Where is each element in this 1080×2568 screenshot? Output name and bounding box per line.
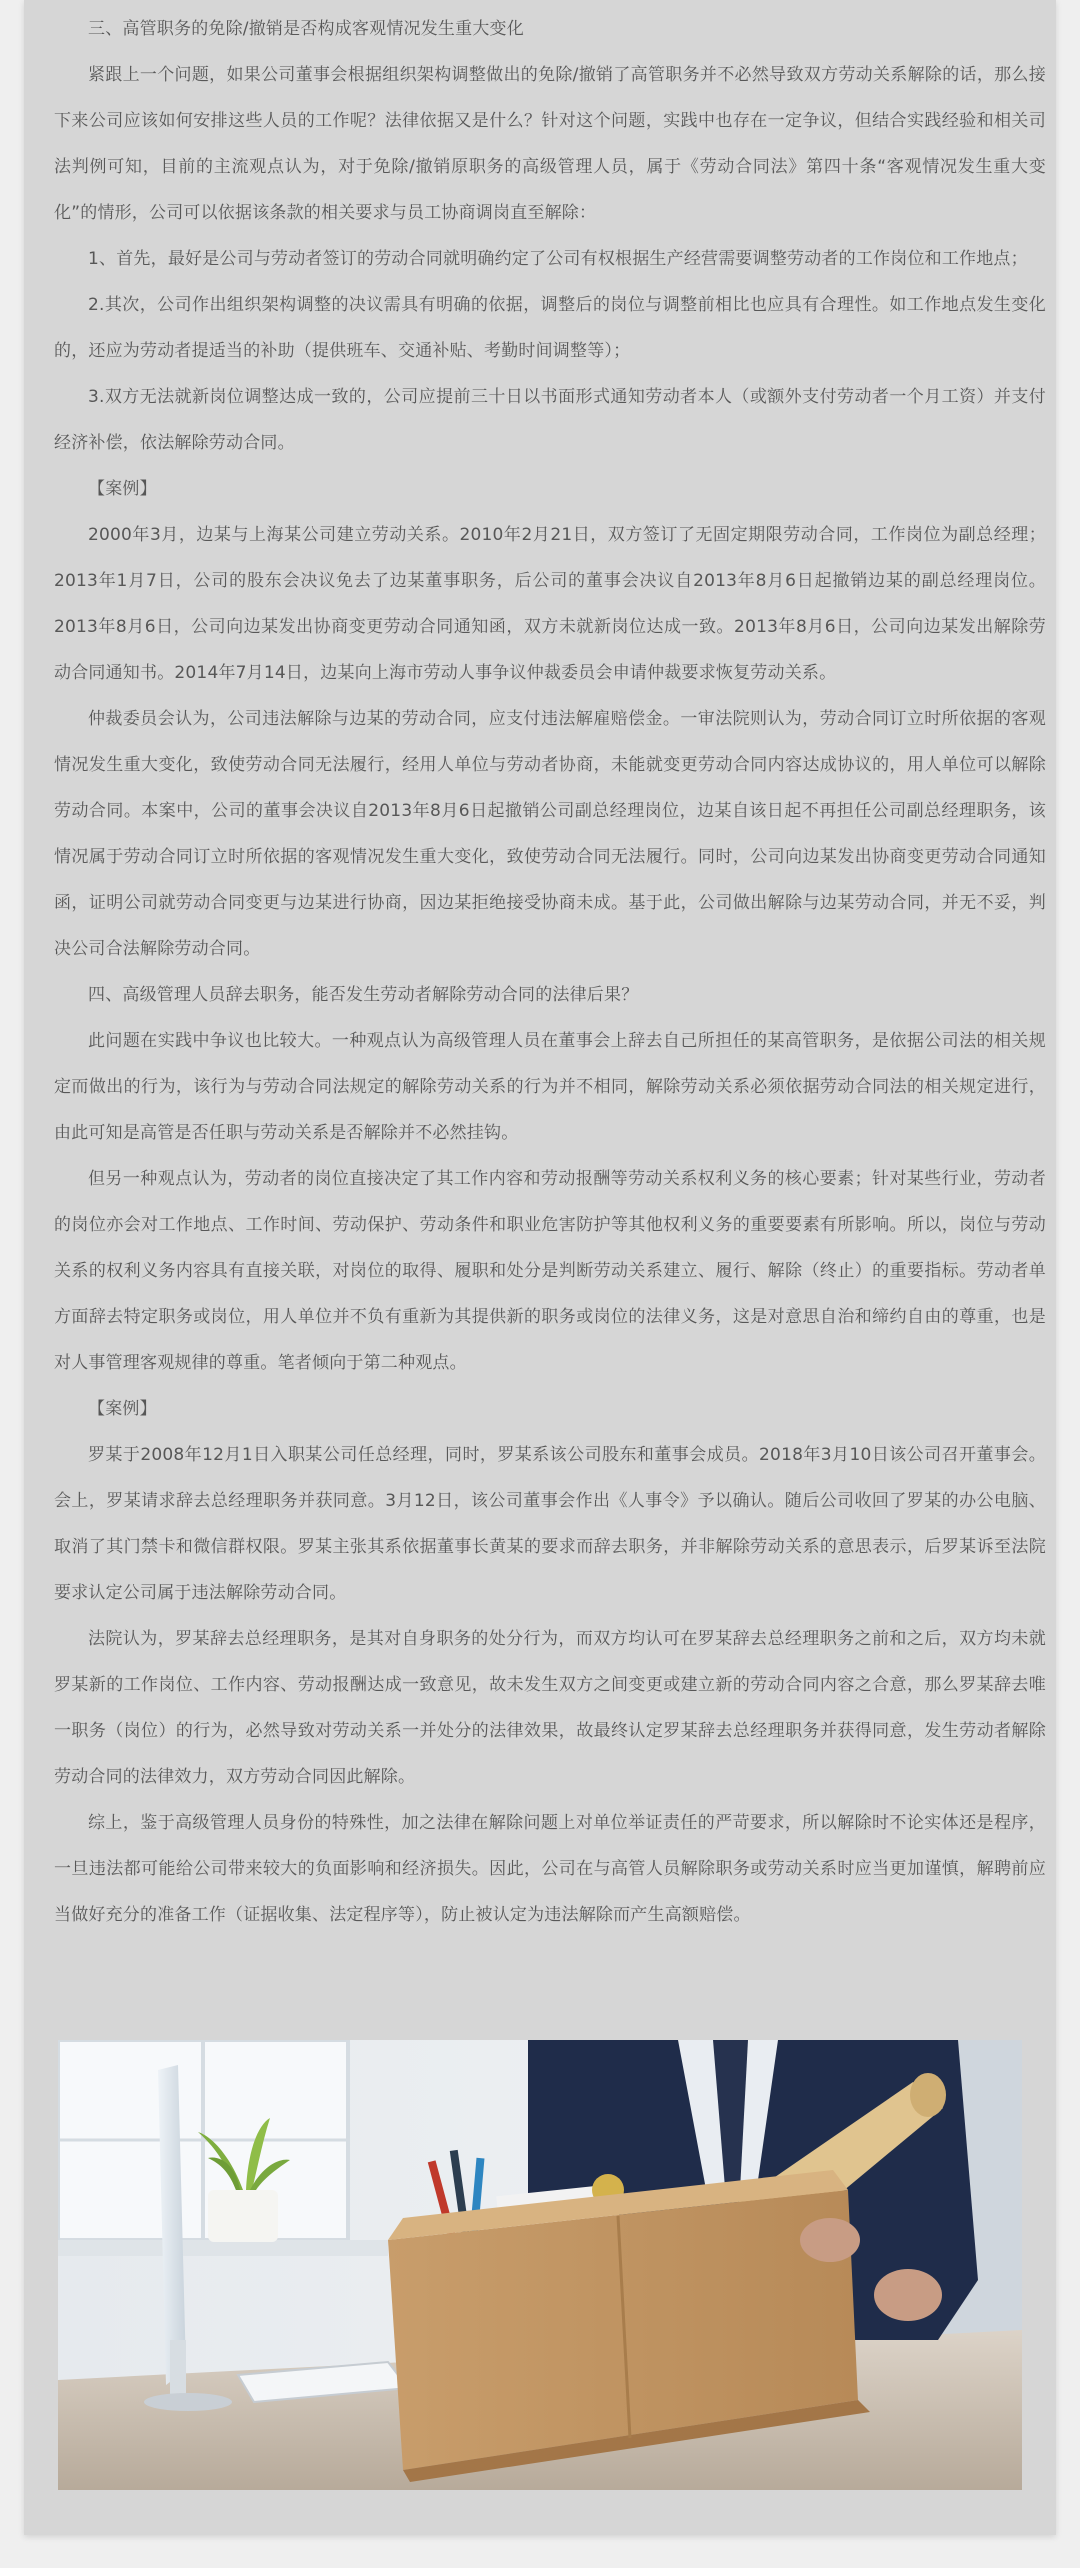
case-label: 【案例】 <box>88 479 157 499</box>
list-item: 2.其次，公司作出组织架构调整的决议需具有明确的依据，调整后的岗位与调整前相比也应具有合理性。如工作地点发生变化的，还应为劳动者提适当的补助（提供班车、交通补贴、考勤时间调整等）； <box>54 295 1046 361</box>
paragraph: 罗某于2008年12月1日入职某公司任总经理，同时，罗某系该公司股东和董事会成员。2018年3月10日该公司召开董事会。会上，罗某请求辞去总经理职务并获同意。3月12日，该公司董事会作出《人事令》予以确认。随后公司收回了罗某的办公电脑、取消了其门禁卡和微信群权限。罗某主张其系依据董事长黄某的要求而辞去职务，并非解除劳动关系的意思表示，后罗某诉至法院要求认定公司属于违法解除劳动合同。 <box>54 1445 1046 1603</box>
paragraph: 2000年3月，边某与上海某公司建立劳动关系。2010年2月21日，双方签订了无固定期限劳动合同，工作岗位为副总经理；2013年1月7日，公司的股东会决议免去了边某董事职务，后公司的董事会决议自2013年8月6日起撤销边某的副总经理岗位。2013年8月6日，公司向边某发出协商变更劳动合同通知函，双方未就新岗位达成一致。2013年8月6日，公司向边某发出解除劳动合同通知书。2014年7月14日，边某向上海市劳动人事争议仲裁委员会申请仲裁要求恢复劳动关系。 <box>54 525 1046 683</box>
paragraph: 综上，鉴于高级管理人员身份的特殊性，加之法律在解除问题上对单位举证责任的严苛要求，所以解除时不论实体还是程序，一旦违法都可能给公司带来较大的负面影响和经济损失。因此，公司在与高管人员解除职务或劳动关系时应当更加谨慎，解聘前应当做好充分的准备工作（证据收集、法定程序等），防止被认定为违法解除而产生高额赔偿。 <box>54 1813 1046 1925</box>
paragraph: 紧跟上一个问题，如果公司董事会根据组织架构调整做出的免除/撤销了高管职务并不必然导致双方劳动关系解除的话，那么接下来公司应该如何安排这些人员的工作呢？法律依据又是什么？针对这个问题，实践中也存在一定争议，但结合实践经验和相关司法判例可知，目前的主流观点认为，对于免除/撤销原职务的高级管理人员，属于《劳动合同法》第四十条“客观情况发生重大变化”的情形，公司可以依据该条款的相关要求与员工协商调岗直至解除： <box>54 65 1046 223</box>
paragraph: 但另一种观点认为，劳动者的岗位直接决定了其工作内容和劳动报酬等劳动关系权利义务的核心要素；针对某些行业，劳动者的岗位亦会对工作地点、工作时间、劳动保护、劳动条件和职业危害防护等其他权利义务的重要要素有所影响。所以，岗位与劳动关系的权利义务内容具有直接关联，对岗位的取得、履职和处分是判断劳动关系建立、履行、解除（终止）的重要指标。劳动者单方面辞去特定职务或岗位，用人单位并不负有重新为其提供新的职务或岗位的法律义务，这是对意思自治和缔约自由的尊重，也是对人事管理客观规律的尊重。笔者倾向于第二种观点。 <box>54 1169 1046 1373</box>
page-card <box>24 0 1056 2535</box>
section-heading-3: 三、高管职务的免除/撤销是否构成客观情况发生重大变化 <box>88 19 524 39</box>
article-body <box>54 6 1046 1938</box>
paragraph: 此问题在实践中争议也比较大。一种观点认为高级管理人员在董事会上辞去自己所担任的某高管职务，是依据公司法的相关规定而做出的行为，该行为与劳动合同法规定的解除劳动关系的行为并不相同，解除劳动关系必须依据劳动合同法的相关规定进行，由此可知是高管是否任职与劳动关系是否解除并不必然挂钩。 <box>54 1031 1046 1143</box>
section-heading-4: 四、高级管理人员辞去职务，能否发生劳动者解除劳动合同的法律后果？ <box>88 985 639 1005</box>
office-box-photo <box>58 2040 1022 2490</box>
paragraph: 法院认为，罗某辞去总经理职务，是其对自身职务的处分行为，而双方均认可在罗某辞去总经理职务之前和之后，双方均未就罗某新的工作岗位、工作内容、劳动报酬达成一致意见，故未发生双方之间变更或建立新的劳动合同内容之合意，那么罗某辞去唯一职务（岗位）的行为，必然导致对劳动关系一并处分的法律效果，故最终认定罗某辞去总经理职务并获得同意，发生劳动者解除劳动合同的法律效力，双方劳动合同因此解除。 <box>54 1629 1046 1787</box>
list-item: 1、首先，最好是公司与劳动者签订的劳动合同就明确约定了公司有权根据生产经营需要调整劳动者的工作岗位和工作地点； <box>88 249 1028 269</box>
paragraph: 仲裁委员会认为，公司违法解除与边某的劳动合同，应支付违法解雇赔偿金。一审法院则认为，劳动合同订立时所依据的客观情况发生重大变化，致使劳动合同无法履行，经用人单位与劳动者协商，未能就变更劳动合同内容达成协议的，用人单位可以解除劳动合同。本案中，公司的董事会决议自2013年8月6日起撤销公司副总经理岗位，边某自该日起不再担任公司副总经理职务，该情况属于劳动合同订立时所依据的客观情况发生重大变化，致使劳动合同无法履行。同时，公司向边某发出协商变更劳动合同通知函，证明公司就劳动合同变更与边某进行协商，因边某拒绝接受协商未成。基于此，公司做出解除与边某劳动合同，并无不妥，判决公司合法解除劳动合同。 <box>54 709 1046 959</box>
list-item: 3.双方无法就新岗位调整达成一致的，公司应提前三十日以书面形式通知劳动者本人（或额外支付劳动者一个月工资）并支付经济补偿，依法解除劳动合同。 <box>54 387 1046 453</box>
case-label: 【案例】 <box>88 1399 157 1419</box>
